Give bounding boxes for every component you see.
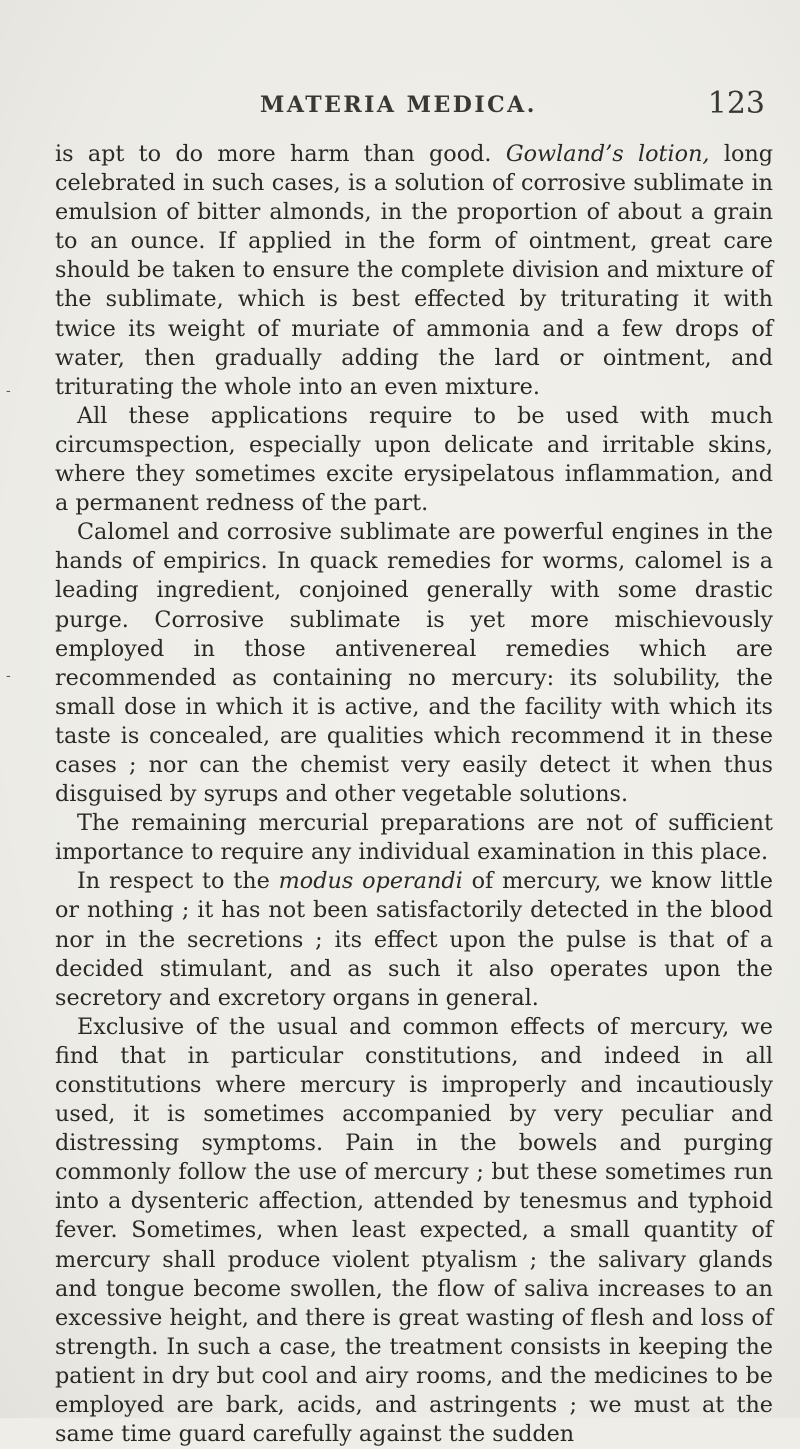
text-run: Calomel and corrosive sublimate are powerful engines in the hands of empirics. In quack remedies for worms, calomel is a leading ingredient, conjoined generally with some drastic purge. Corrosive sublimate is yet more mischievously employed in those antivenereal remedies which are recommended as containing no mercury: its solubility, the small dose in which it is active, and the facility with which its taste is concealed, are qualities which recommend it in these cases ; nor can the chemist very easily detect it when thus disguised by syrups and other vegetable solutions. bbox=[55, 519, 773, 808]
running-head bbox=[150, 86, 770, 126]
paragraph bbox=[55, 809, 773, 867]
paragraph bbox=[55, 1013, 773, 1449]
body-text bbox=[55, 140, 773, 1449]
text-run: of mercury, we know little or nothing ; it has not been satisfactorily detected in the blood nor in the secretions ; its effect upon the pulse is that of a decided stimulant, and as such it also operates upon the secretory and excretory organs in general. bbox=[55, 868, 773, 1011]
paragraph bbox=[55, 518, 773, 809]
paragraph bbox=[55, 867, 773, 1012]
text-run: In respect to the bbox=[77, 868, 279, 895]
italic-text: Gowland’s lotion, bbox=[505, 141, 710, 167]
text-run: All these applications require to be used with much circumspection, especially upon delicate and irritable skins, where they sometimes excite erysipelatous inflammation, and a permanent redness of the part. bbox=[55, 402, 773, 517]
paragraph bbox=[55, 140, 773, 402]
text-run: The remaining mercurial preparations are not of sufficient importance to require any individual examination in this place. bbox=[55, 810, 773, 866]
text-run: long celebrated in such cases, is a solution of corrosive sublimate in emulsion of bitter almonds, in the proportion of about a grain to an ounce. If applied in the form of ointment, great care should be taken to ensure the complete division and mixture of the sublimate, which is best effected by triturating it with twice its weight of muriate of ammonia and a few drops of water, then gradually adding the lard or ointment, and triturating the whole into an even mixture. bbox=[55, 141, 774, 400]
italic-text: modus operandi bbox=[278, 868, 463, 895]
text-run: Exclusive of the usual and common effects of mercury, we find that in particular constitutions, and indeed in all constitutions where mercury is improperly and incautiously used, it is sometimes accompanied by very peculiar and distressing symptoms. Pain in the bowels and purging commonly follow the use of mercury ; but these sometimes run into a dysenteric affection, attended by tenesmus and typhoid fever. Sometimes, when least expected, a small quantity of mercury shall produce violent ptyalism ; the salivary glands and tongue become swollen, the flow of saliva increases to an excessive height, and there is great wasting of flesh and loss of strength. In such a case, the treatment consists in keeping the patient in dry but cool and airy rooms, and the medicines to be employed are bark, acids, and astringents ; we must at the same time guard carefully against the sudden bbox=[55, 1013, 773, 1448]
margin-mark: - bbox=[6, 383, 11, 399]
running-title: MATERIA MEDICA. bbox=[260, 92, 537, 118]
text-run: is apt to do more harm than good. bbox=[55, 141, 506, 167]
page-number: 123 bbox=[707, 86, 765, 121]
margin-mark: - bbox=[6, 668, 11, 684]
paragraph bbox=[55, 402, 773, 518]
